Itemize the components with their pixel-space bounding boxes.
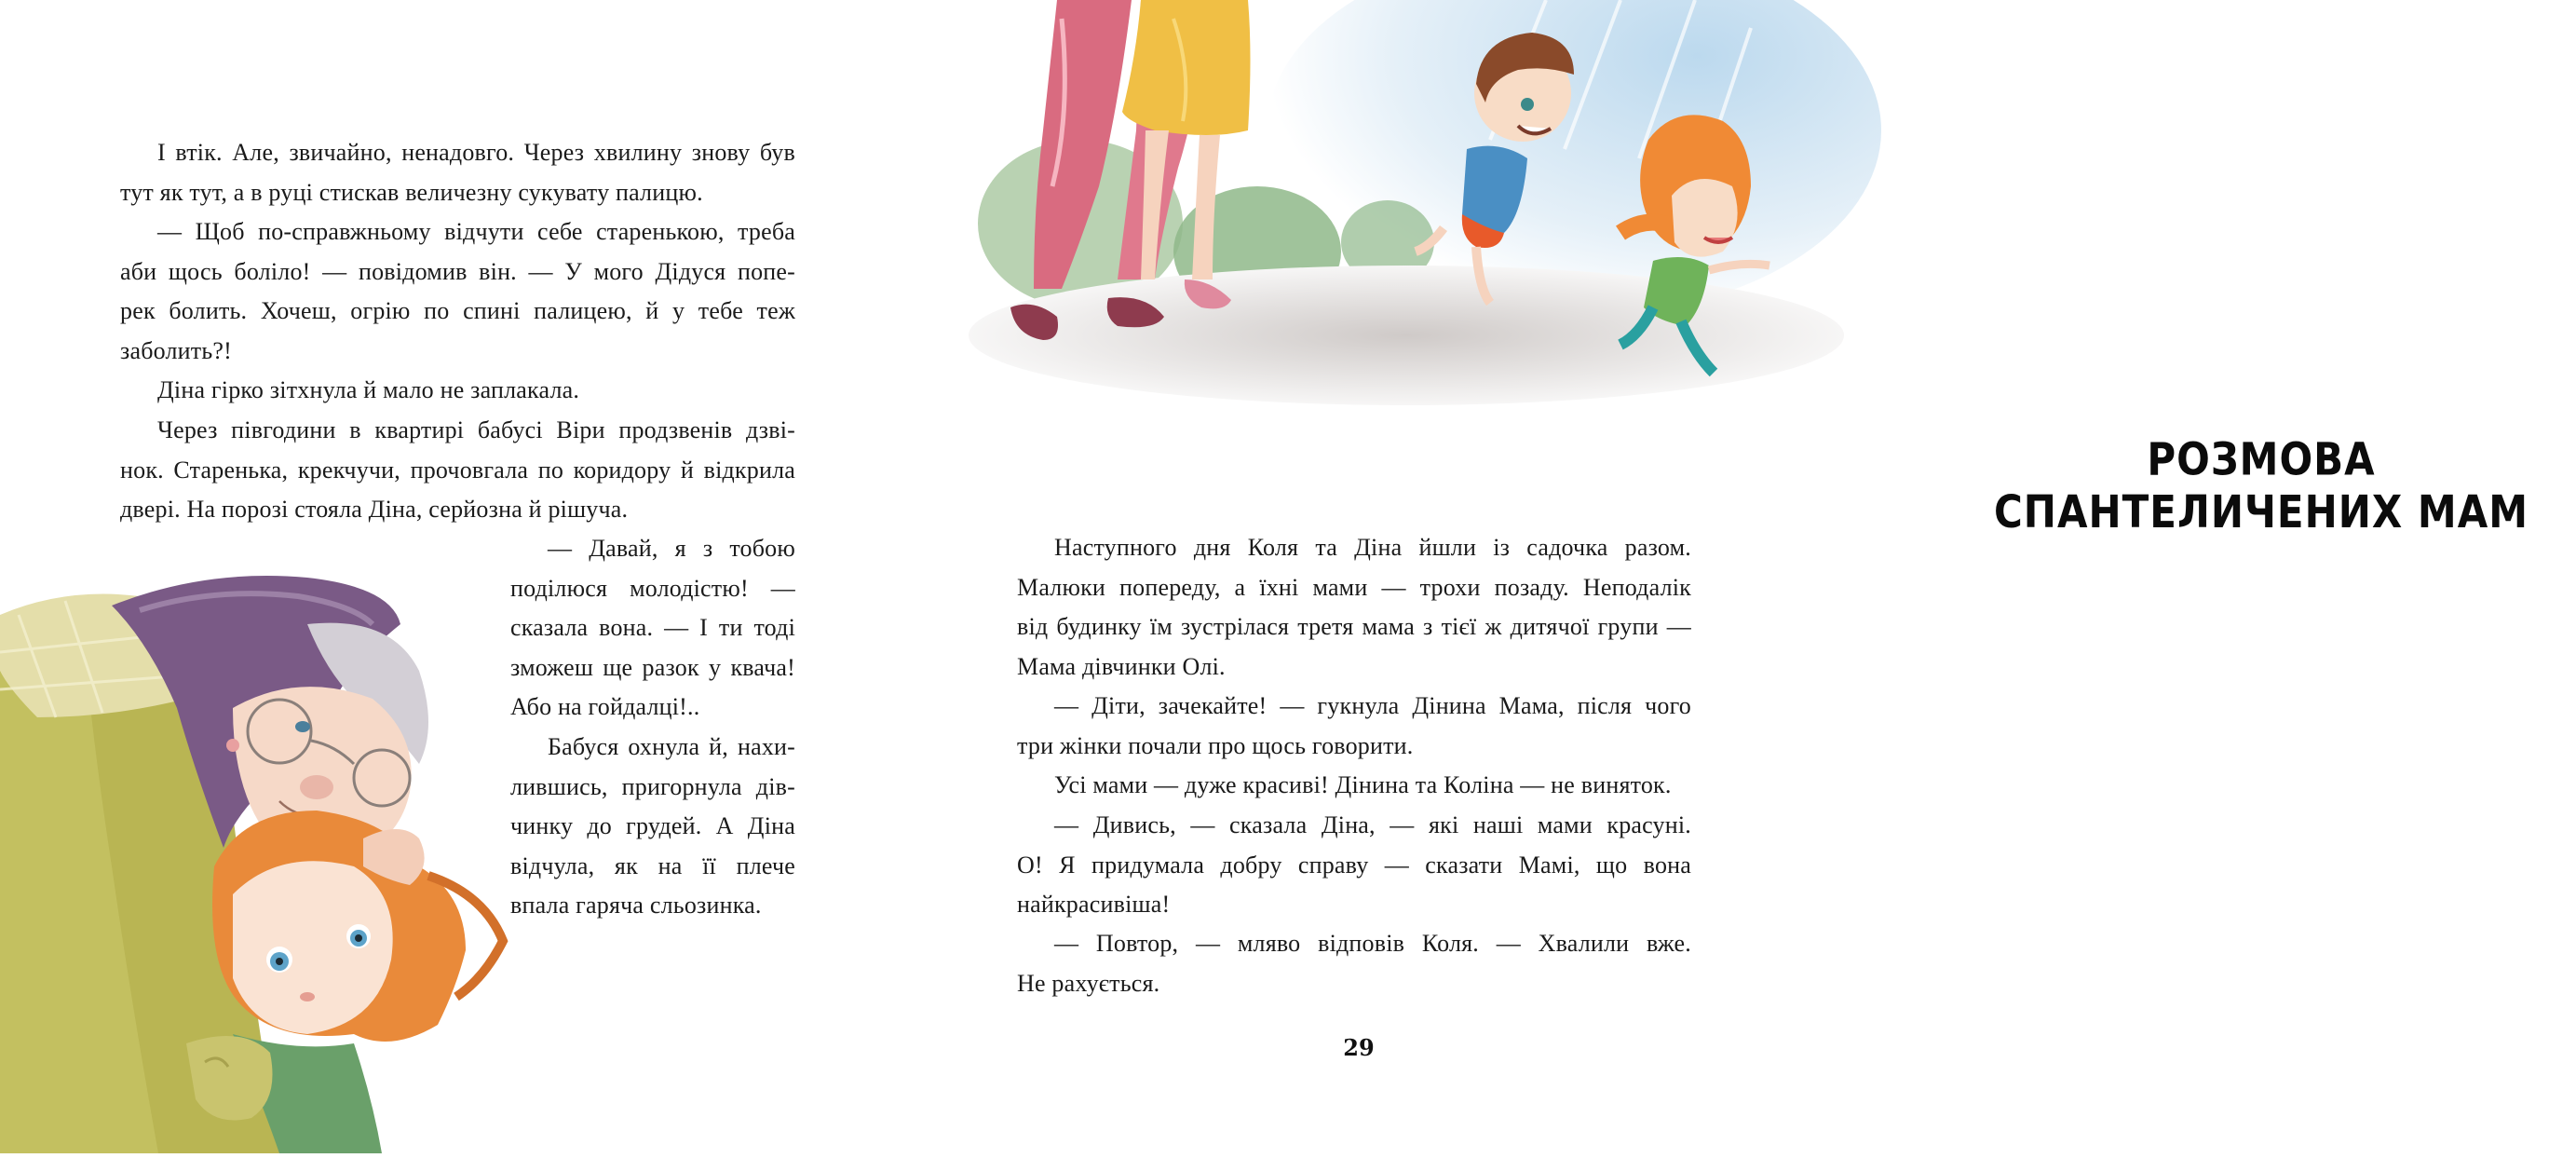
text-line: аби щось боліло! — повідомив він. — У мого Дідуся попе-: [120, 257, 795, 285]
text-line: заболить?!: [120, 336, 233, 364]
grandma-hugging-girl-illustration: [0, 559, 577, 1153]
text-line: О! Я придумала добру справу — сказати Мамі, що вона: [1017, 851, 1691, 879]
paragraph-3: [120, 371, 795, 411]
text-line: від будинку їм зустрілася третя мама з тієї ж дитячої групи —: [1017, 613, 1691, 640]
text-line: Малюки попереду, а їхні мами — трохи позаду. Неподалік: [1017, 573, 1691, 601]
text-line: — Діти, зачекайте! — гукнула Дінина Мама, після чого: [1054, 692, 1691, 719]
text-line: І втік. Але, звичайно, ненадовго. Через хвилину знову був: [157, 139, 795, 166]
text-line: поділюся молодістю! —: [510, 574, 795, 602]
text-line: Діна гірко зітхнула й мало не заплакала.: [157, 376, 580, 403]
text-line: Або на гойдалці!..: [510, 693, 700, 720]
paragraph-r1: [1017, 528, 1691, 687]
mothers-and-kids-walking-illustration: [969, 0, 1812, 419]
text-line: Не рахується.: [1017, 969, 1160, 997]
text-line: — Давай, я з тобою: [548, 535, 795, 562]
text-line: рек болить. Хочеш, огрію по спині палицею, й у тебе теж: [120, 297, 795, 324]
text-line: Через півгодини в квартирі бабусі Віри продзвенів дзві-: [157, 416, 795, 443]
text-line: найкрасивіша!: [1017, 891, 1171, 918]
text-line: Бабуся охнула й, нахи-: [548, 733, 795, 760]
paragraph-2: [120, 212, 795, 371]
text-line: — Повтор, — мляво відповів Коля. — Хвалили вже.: [1054, 930, 1691, 957]
text-line: Наступного дня Коля та Діна йшли із садочка разом.: [1054, 534, 1691, 561]
paragraph-1: [120, 133, 795, 212]
text-line: три жінки почали про щось говорити.: [1017, 731, 1414, 759]
page-number: 29: [1343, 1034, 1375, 1061]
chapter-title: РОЗМОВА СПАНТЕЛИЧЕНИХ МАМ: [1993, 432, 2529, 538]
text-line: лившись, пригорнула дів-: [510, 772, 795, 800]
text-line: — Щоб по-справжньому відчути себе старенькою, треба: [157, 218, 795, 245]
paragraph-r2: [1017, 687, 1691, 766]
text-line: чинку до грудей. А Діна: [510, 812, 795, 839]
left-page: [0, 0, 906, 1153]
text-line: зможеш ще разок у квача!: [510, 653, 795, 681]
text-line: Усі мами — дуже красиві! Дінина та Коліна — не виняток.: [1054, 771, 1672, 798]
text-line: Мама дівчинки Олі.: [1017, 652, 1226, 680]
text-line: сказала вона. — І ти тоді: [510, 614, 795, 641]
paragraph-r5: [1017, 924, 1691, 1003]
text-line: нок. Старенька, крекчучи, прочовгала по коридору й відкрила: [120, 456, 795, 484]
paragraph-r4: [1017, 806, 1691, 925]
text-line: — Дивись, — сказала Діна, — які наші мами красуні.: [1054, 811, 1691, 838]
text-line: відчула, як на її плече: [510, 851, 795, 879]
text-line: впала гаряча сльозинка.: [510, 892, 762, 919]
paragraph-r3: [1017, 766, 1691, 806]
paragraph-4: [120, 411, 795, 530]
text-line: тут як тут, а в руці стискав величезну сукувату палицю.: [120, 178, 703, 206]
right-page: [906, 0, 2529, 1153]
text-line: двері. На порозі стояла Діна, серйозна й рішуча.: [120, 496, 629, 523]
